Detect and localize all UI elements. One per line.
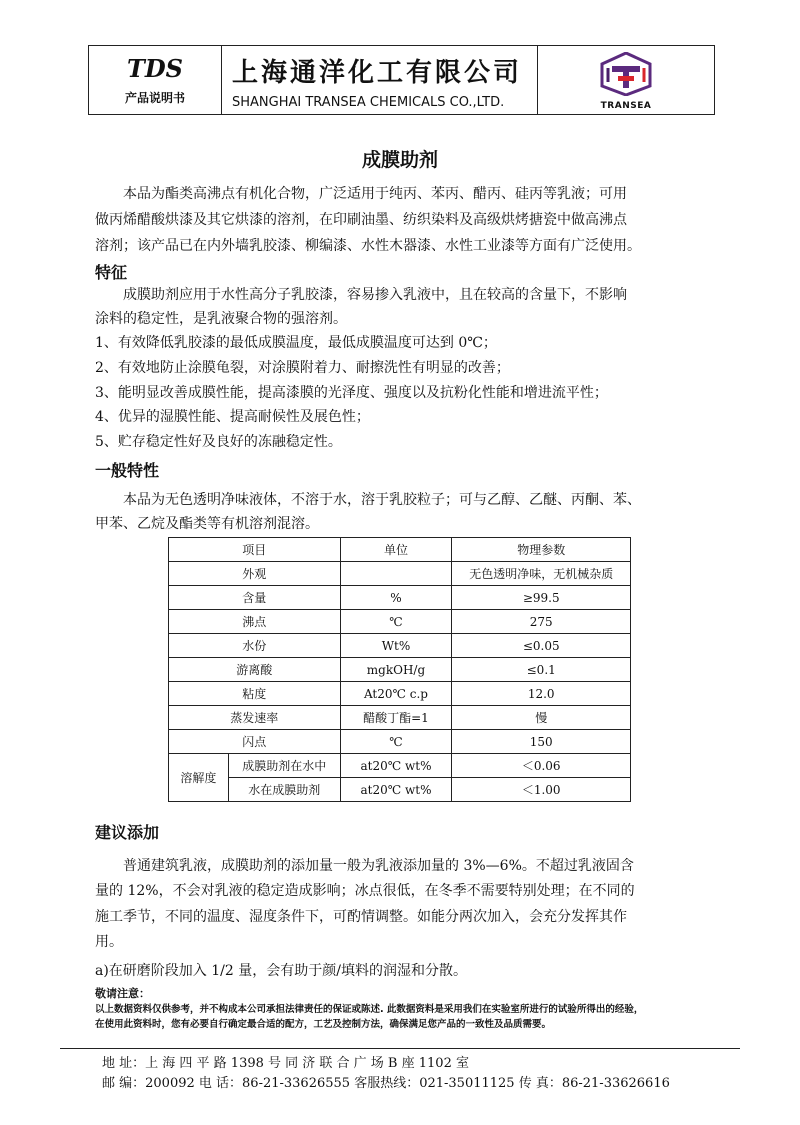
row-value: 275 (452, 610, 631, 634)
transea-logo-icon (598, 52, 654, 96)
row-value: 150 (452, 730, 631, 754)
company-block (222, 46, 538, 114)
properties-table (168, 537, 631, 802)
suggestion-line-2: 量的 12%，不会对乳液的稳定造成影响；冰点很低，在冬季不需要特别处理；在不同的 (95, 883, 635, 899)
footer-divider (60, 1048, 740, 1049)
row-item: 蒸发速率 (169, 706, 341, 730)
table-row (169, 754, 631, 778)
table-row (169, 610, 631, 634)
general-intro-line-1: 本品为无色透明净味液体，不溶于水，溶于乳胶粒子；可与乙醇、乙醚、丙酮、苯、 (123, 492, 641, 508)
row-item: 粘度 (169, 682, 341, 706)
tds-subtitle: 产品说明书 (124, 91, 185, 105)
row-unit: At20℃ c.p (340, 682, 452, 706)
feature-item-5: 5、贮存稳定性好及良好的冻融稳定性。 (95, 434, 342, 450)
suggestion-heading: 建议添加 (95, 823, 160, 842)
row-value: ＜1.00 (452, 778, 631, 802)
feature-item-4: 4、优异的湿膜性能、提高耐候性及展色性； (95, 409, 370, 425)
table-row (169, 562, 631, 586)
notice-title: 敬请注意： (95, 987, 150, 1000)
suggestion-item-a: a)在研磨阶段加入 1/2 量，会有助于颜/填料的润湿和分散。 (95, 963, 467, 979)
solubility-label: 溶解度 (169, 754, 229, 802)
row-value: 无色透明净味，无机械杂质 (452, 562, 631, 586)
notice-text (95, 1002, 715, 1032)
intro-line-1: 本品为酯类高沸点有机化合物，广泛适用于纯丙、苯丙、醋丙、硅丙等乳液；可用 (123, 186, 627, 202)
row-unit: mgkOH/g (340, 658, 452, 682)
table-row (169, 658, 631, 682)
company-logo (538, 46, 714, 114)
intro-line-2: 做丙烯醋酸烘漆及其它烘漆的溶剂，在印刷油墨、纺织染料及高级烘烤搪瓷中做高沸点 (95, 212, 627, 228)
row-item: 水份 (169, 634, 341, 658)
company-name-en: SHANGHAI TRANSEA CHEMICALS CO.,LTD. (232, 95, 505, 110)
intro-line-3: 溶剂；该产品已在内外墙乳胶漆、柳编漆、水性木器漆、水性工业漆等方面有广泛使用。 (95, 238, 641, 254)
table-row (169, 778, 631, 802)
table-header-row (169, 538, 631, 562)
row-item: 含量 (169, 586, 341, 610)
row-item: 外观 (169, 562, 341, 586)
general-heading: 一般特性 (95, 461, 160, 480)
footer-contact: 邮 编：200092 电 话：86-21-33626555 客服热线：021-35011125 传 真：86-21-33626616 (102, 1076, 670, 1091)
footer-address: 地 址：上 海 四 平 路 1398 号 同 济 联 合 广 场 B 座 1102 室 (102, 1056, 469, 1071)
feature-item-2: 2、有效地防止涂膜龟裂，对涂膜附着力、耐擦洗性有明显的改善； (95, 360, 510, 376)
row-item: 成膜助剂在水中 (228, 754, 340, 778)
header-unit: 单位 (340, 538, 452, 562)
table-row (169, 682, 631, 706)
features-heading: 特征 (95, 263, 128, 282)
table-row (169, 586, 631, 610)
row-unit: ℃ (340, 730, 452, 754)
row-unit: % (340, 586, 452, 610)
header-value: 物理参数 (452, 538, 631, 562)
row-unit: at20℃ wt% (340, 754, 452, 778)
general-intro-line-2: 甲苯、乙烷及酯类等有机溶剂混溶。 (95, 516, 319, 532)
row-value: ≤0.05 (452, 634, 631, 658)
company-name-cn: 上海通洋化工有限公司 (232, 58, 523, 88)
document-title: 成膜助剂 (361, 149, 438, 171)
feature-item-3: 3、能明显改善成膜性能，提高漆膜的光泽度、强度以及抗粉化性能和增进流平性； (95, 385, 608, 401)
table-row (169, 730, 631, 754)
logo-text: TRANSEA (600, 101, 652, 111)
row-unit (340, 562, 452, 586)
table-row (169, 634, 631, 658)
table-row (169, 706, 631, 730)
suggestion-line-1: 普通建筑乳液，成膜助剂的添加量一般为乳液添加量的 3%—6%。不超过乳液固含 (123, 858, 634, 874)
features-intro-line-2: 涂料的稳定性，是乳液聚合物的强溶剂。 (95, 311, 347, 327)
row-unit: 醋酸丁酯=1 (340, 706, 452, 730)
header-item: 项目 (169, 538, 341, 562)
row-item: 水在成膜助剂 (228, 778, 340, 802)
row-value: 12.0 (452, 682, 631, 706)
suggestion-line-3: 施工季节，不同的温度、湿度条件下，可酌情调整。如能分两次加入，会充分发挥其作 (95, 909, 627, 925)
tds-label: TDS (126, 54, 183, 83)
row-value: 慢 (452, 706, 631, 730)
row-unit: Wt% (340, 634, 452, 658)
suggestion-line-4: 用。 (95, 934, 123, 950)
feature-item-1: 1、有效降低乳胶漆的最低成膜温度，最低成膜温度可达到 0℃； (95, 335, 497, 351)
notice-line-1: 以上数据资料仅供参考，并不构成本公司承担法律责任的保证或陈述. 此数据资料是采用我们在实验室所进行的试验所得出的经验， (95, 1004, 644, 1015)
notice-line-2: 在使用此资料时，您有必要自行确定最合适的配方，工艺及控制方法，确保满足您产品的一致性及品质需要。 (95, 1019, 552, 1030)
document-header (88, 45, 715, 115)
row-value: ≤0.1 (452, 658, 631, 682)
row-unit: at20℃ wt% (340, 778, 452, 802)
features-intro-line-1: 成膜助剂应用于水性高分子乳胶漆，容易掺入乳液中，且在较高的含量下，不影响 (123, 287, 627, 303)
row-item: 闪点 (169, 730, 341, 754)
row-value: ≥99.5 (452, 586, 631, 610)
tds-block (89, 46, 222, 114)
row-item: 游离酸 (169, 658, 341, 682)
row-value: ＜0.06 (452, 754, 631, 778)
row-unit: ℃ (340, 610, 452, 634)
row-item: 沸点 (169, 610, 341, 634)
